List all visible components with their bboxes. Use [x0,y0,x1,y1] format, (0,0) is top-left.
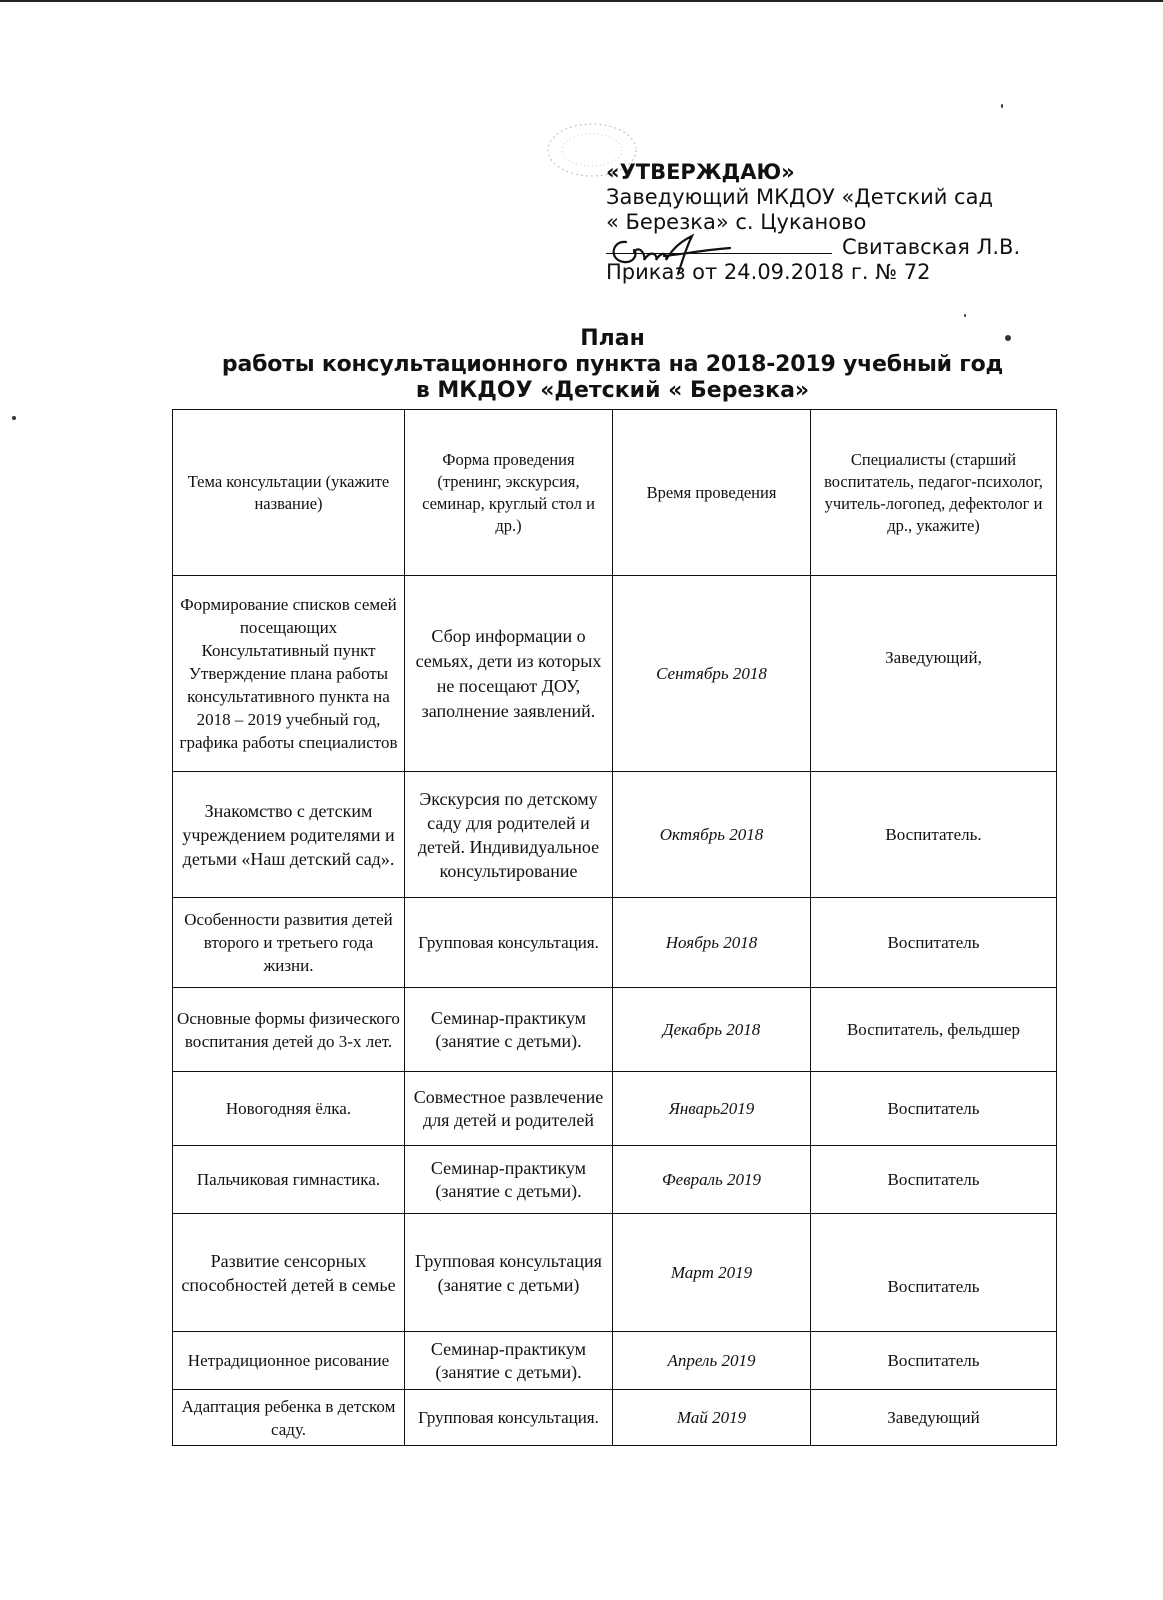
scan-speck [964,314,966,317]
row-topic: Знакомство с детским учреждением родителями и детьми «Наш детский сад». [173,772,405,898]
row-specialist: Воспитатель [811,1146,1057,1214]
row-specialist: Воспитатель [811,1072,1057,1146]
table-row [173,772,1057,898]
row-specialist: Заведующий, [811,576,1057,772]
row-topic: Нетрадиционное рисование [173,1332,405,1390]
approval-position-line2: « Березка» с. Цуканово [606,210,867,234]
approval-heading: «УТВЕРЖДАЮ» [606,160,795,184]
scan-edge-line [0,0,1163,8]
approval-position-line1: Заведующий МКДОУ «Детский сад [606,185,993,209]
scan-speck [1001,104,1003,108]
row-specialist: Заведующий [811,1390,1057,1446]
row-topic: Особенности развития детей второго и третьего года жизни. [173,898,405,988]
row-specialist: Воспитатель, фельдшер [811,988,1057,1072]
row-specialist: Воспитатель [811,1332,1057,1390]
table-row [173,1390,1057,1446]
row-date: Март 2019 [613,1214,811,1332]
document-title [170,326,1055,404]
table-row [173,1146,1057,1214]
scan-speck [12,416,16,420]
row-topic: Новогодняя ёлка. [173,1072,405,1146]
row-form: Групповая консультация (занятие с детьми) [405,1214,613,1332]
row-topic: Адаптация ребенка в детском саду. [173,1390,405,1446]
title-line2: работы консультационного пункта на 2018-2019 учебный год [221,352,1004,377]
row-topic: Развитие сенсорных способностей детей в семье [173,1214,405,1332]
row-form: Групповая консультация. [405,898,613,988]
scan-speck [1005,335,1011,341]
row-form: Семинар-практикум (занятие с детьми). [405,1146,613,1214]
row-topic: Пальчиковая гимнастика. [173,1146,405,1214]
row-form: Групповая консультация. [405,1390,613,1446]
row-specialist: Воспитатель [811,898,1057,988]
row-specialist: Воспитатель. [811,772,1057,898]
row-topic: Основные формы физического воспитания детей до 3-х лет. [173,988,405,1072]
plan-table [172,409,1057,1446]
table-row [173,1332,1057,1390]
table-row [173,988,1057,1072]
row-date: Сентябрь 2018 [613,576,811,772]
row-date: Май 2019 [613,1390,811,1446]
row-date: Декабрь 2018 [613,988,811,1072]
table-row [173,1072,1057,1146]
row-date: Январь2019 [613,1072,811,1146]
row-date: Ноябрь 2018 [613,898,811,988]
table-header-row [173,410,1057,576]
approval-order: Приказ от 24.09.2018 г. № 72 [606,260,931,284]
row-form: Семинар-практикум (занятие с детьми). [405,1332,613,1390]
table-row [173,1214,1057,1332]
row-topic: Формирование списков семей посещающих Консультативный пункт Утверждение плана работы консультативного пункта на 2018 – 2019 учебный год, графика работы специалистов [173,576,405,772]
approval-signer: Свитавская Л.В. [842,235,1021,259]
row-specialist: Воспитатель [811,1214,1057,1332]
title-line1: План [580,326,645,351]
handwritten-signature [604,226,734,278]
header-form: Форма проведения (тренинг, экскурсия, семинар, круглый стол и др.) [405,410,613,576]
table-row [173,576,1057,772]
title-line3: в МКДОУ «Детский « Березка» [415,378,810,403]
header-topic: Тема консультации (укажите название) [173,410,405,576]
row-date: Апрель 2019 [613,1332,811,1390]
row-form: Совместное развлечение для детей и родителей [405,1072,613,1146]
row-form: Сбор информации о семьях, дети из которых не посещают ДОУ, заполнение заявлений. [405,576,613,772]
row-date: Февраль 2019 [613,1146,811,1214]
table-row [173,898,1057,988]
row-form: Семинар-практикум (занятие с детьми). [405,988,613,1072]
header-time: Время проведения [613,410,811,576]
row-date: Октябрь 2018 [613,772,811,898]
row-form: Экскурсия по детскому саду для родителей и детей. Индивидуальное консультирование [405,772,613,898]
header-specialists: Специалисты (старший воспитатель, педагог-психолог, учитель-логопед, дефектолог и др., укажите) [811,410,1057,576]
